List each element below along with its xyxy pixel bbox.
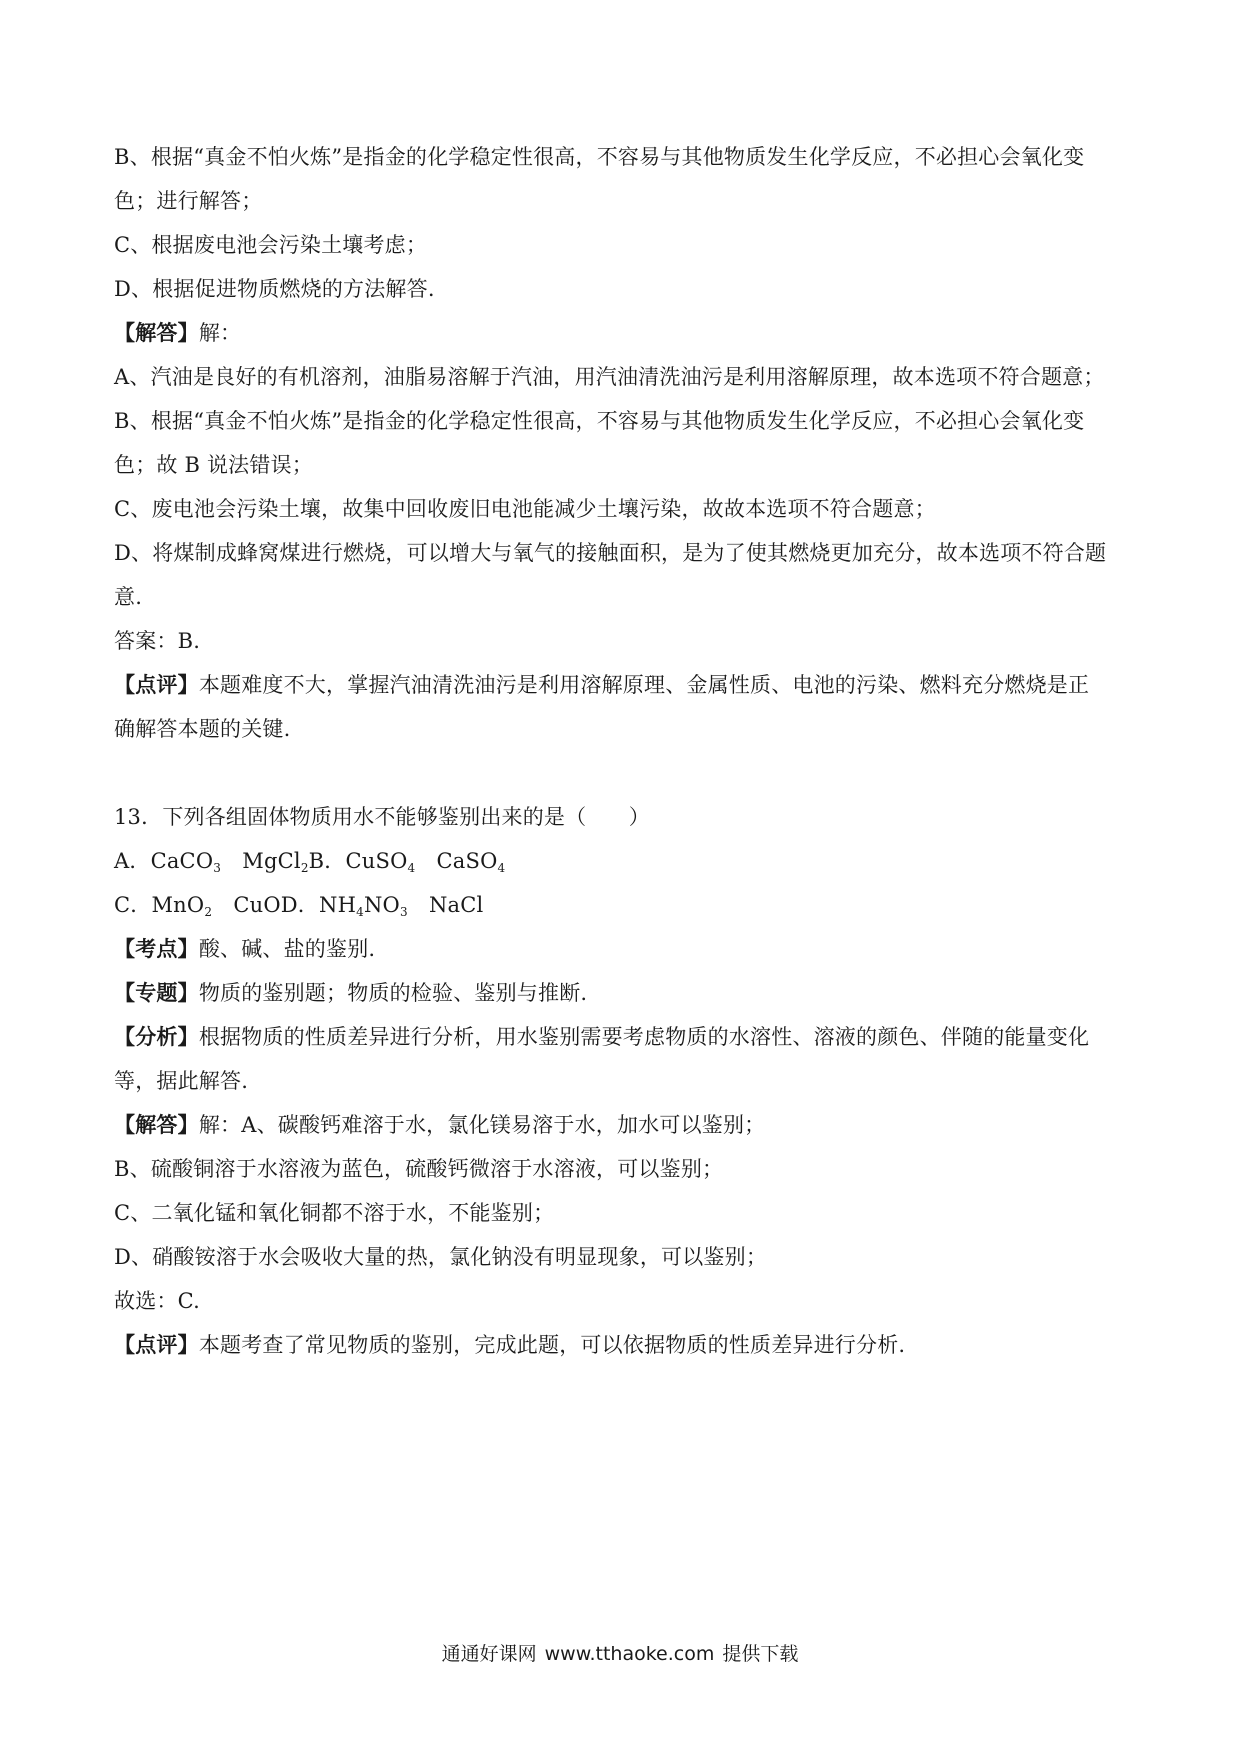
fenxi-text1: 根据物质的性质差异进行分析，用水鉴别需要考虑物质的水溶性、溶液的颜色、伴随的能量变化: [198, 1025, 1090, 1049]
zhuanti-tag: 【专题】: [114, 981, 199, 1005]
dianping-tag: 【点评】: [114, 1333, 199, 1357]
solution-a: A、汽油是良好的有机溶剂，油脂易溶解于汽油，用汽油清洗油污是利用溶解原理，故本选项不符合题意；: [114, 365, 1105, 389]
solution-d-line2: 意.: [114, 585, 143, 609]
comment-line2: 确解答本题的关键.: [114, 717, 291, 741]
option-b: B．CuSO$_4$ CaSO$_4$: [308, 849, 506, 875]
fenxi-line1: [114, 1022, 1134, 1052]
solution-head: 解：: [198, 321, 242, 345]
dianping-line: [114, 1330, 1134, 1360]
question-13-stem: 13．下列各组固体物质用水不能够鉴别出来的是（ ）: [114, 805, 650, 829]
page-footer: [0, 1640, 1240, 1668]
fenxi-tag: 【分析】: [114, 1025, 199, 1049]
solution-b-line1: B、根据“真金不怕火炼”是指金的化学稳定性很高，不容易与其他物质发生化学反应，不必担心会氧化变: [114, 409, 1085, 433]
footer-url[interactable]: www.tthaoke.com: [544, 1643, 715, 1665]
zhuanti-text: 物质的鉴别题；物质的检验、鉴别与推断.: [198, 981, 588, 1005]
jieda-text1: 解：A、碳酸钙难溶于水，氯化镁易溶于水，加水可以鉴别；: [198, 1113, 766, 1137]
solution-tag: 【解答】: [114, 321, 199, 345]
dianping-text: 本题考查了常见物质的鉴别，完成此题，可以依据物质的性质差异进行分析.: [198, 1333, 906, 1357]
option-d: D．$NH_4NO_3$ NaCl: [280, 893, 484, 919]
jieda-line1: [114, 1110, 1134, 1140]
footer-note: 提供下载: [722, 1643, 799, 1665]
kaodian-text: 酸、碱、盐的鉴别.: [198, 937, 376, 961]
fenxi-line2: 等，据此解答.: [114, 1069, 249, 1093]
jieda-b: B、硫酸铜溶于水溶液为蓝色，硫酸钙微溶于水溶液，可以鉴别；: [114, 1157, 724, 1181]
option-c: C．MnO$_2$ CuO: [114, 893, 281, 919]
solution-d-line1: D、将煤制成蜂窝煤进行燃烧，可以增大与氧气的接触面积，是为了使其燃烧更加充分，故本选项不符合题: [114, 541, 1107, 565]
option-a: A．CaCO$_3$ MgCl$_2$: [114, 849, 309, 875]
options-ab: [114, 846, 1134, 876]
kaodian-line: [114, 934, 1134, 964]
solution-c: C、废电池会污染土壤，故集中回收废旧电池能减少土壤污染，故故本选项不符合题意；: [114, 497, 936, 521]
analysis-d: D、根据促进物质燃烧的方法解答.: [114, 277, 435, 301]
zhuanti-line: [114, 978, 1134, 1008]
analysis-b-line2: 色；进行解答；: [114, 189, 263, 213]
solution-header: [114, 318, 1134, 348]
choice-line: 故选：C.: [114, 1289, 200, 1313]
analysis-b-line1: B、根据“真金不怕火炼”是指金的化学稳定性很高，不容易与其他物质发生化学反应，不必担心会氧化变: [114, 145, 1085, 169]
footer-site-name: 通通好课网: [441, 1643, 537, 1665]
comment-tag: 【点评】: [114, 673, 199, 697]
options-cd: [114, 890, 1134, 920]
comment-line1: [114, 670, 1134, 700]
answer-line: 答案：B.: [114, 629, 201, 653]
jieda-d: D、硝酸铵溶于水会吸收大量的热，氯化钠没有明显现象，可以鉴别；: [114, 1245, 768, 1269]
jieda-tag: 【解答】: [114, 1113, 199, 1137]
kaodian-tag: 【考点】: [114, 937, 199, 961]
comment-text1: 本题难度不大，掌握汽油清洗油污是利用溶解原理、金属性质、电池的污染、燃料充分燃烧是正: [198, 673, 1090, 697]
analysis-c: C、根据废电池会污染土壤考虑；: [114, 233, 428, 257]
jieda-c: C、二氧化锰和氧化铜都不溶于水，不能鉴别；: [114, 1201, 555, 1225]
solution-b-line2: 色；故 B 说法错误；: [114, 453, 313, 477]
